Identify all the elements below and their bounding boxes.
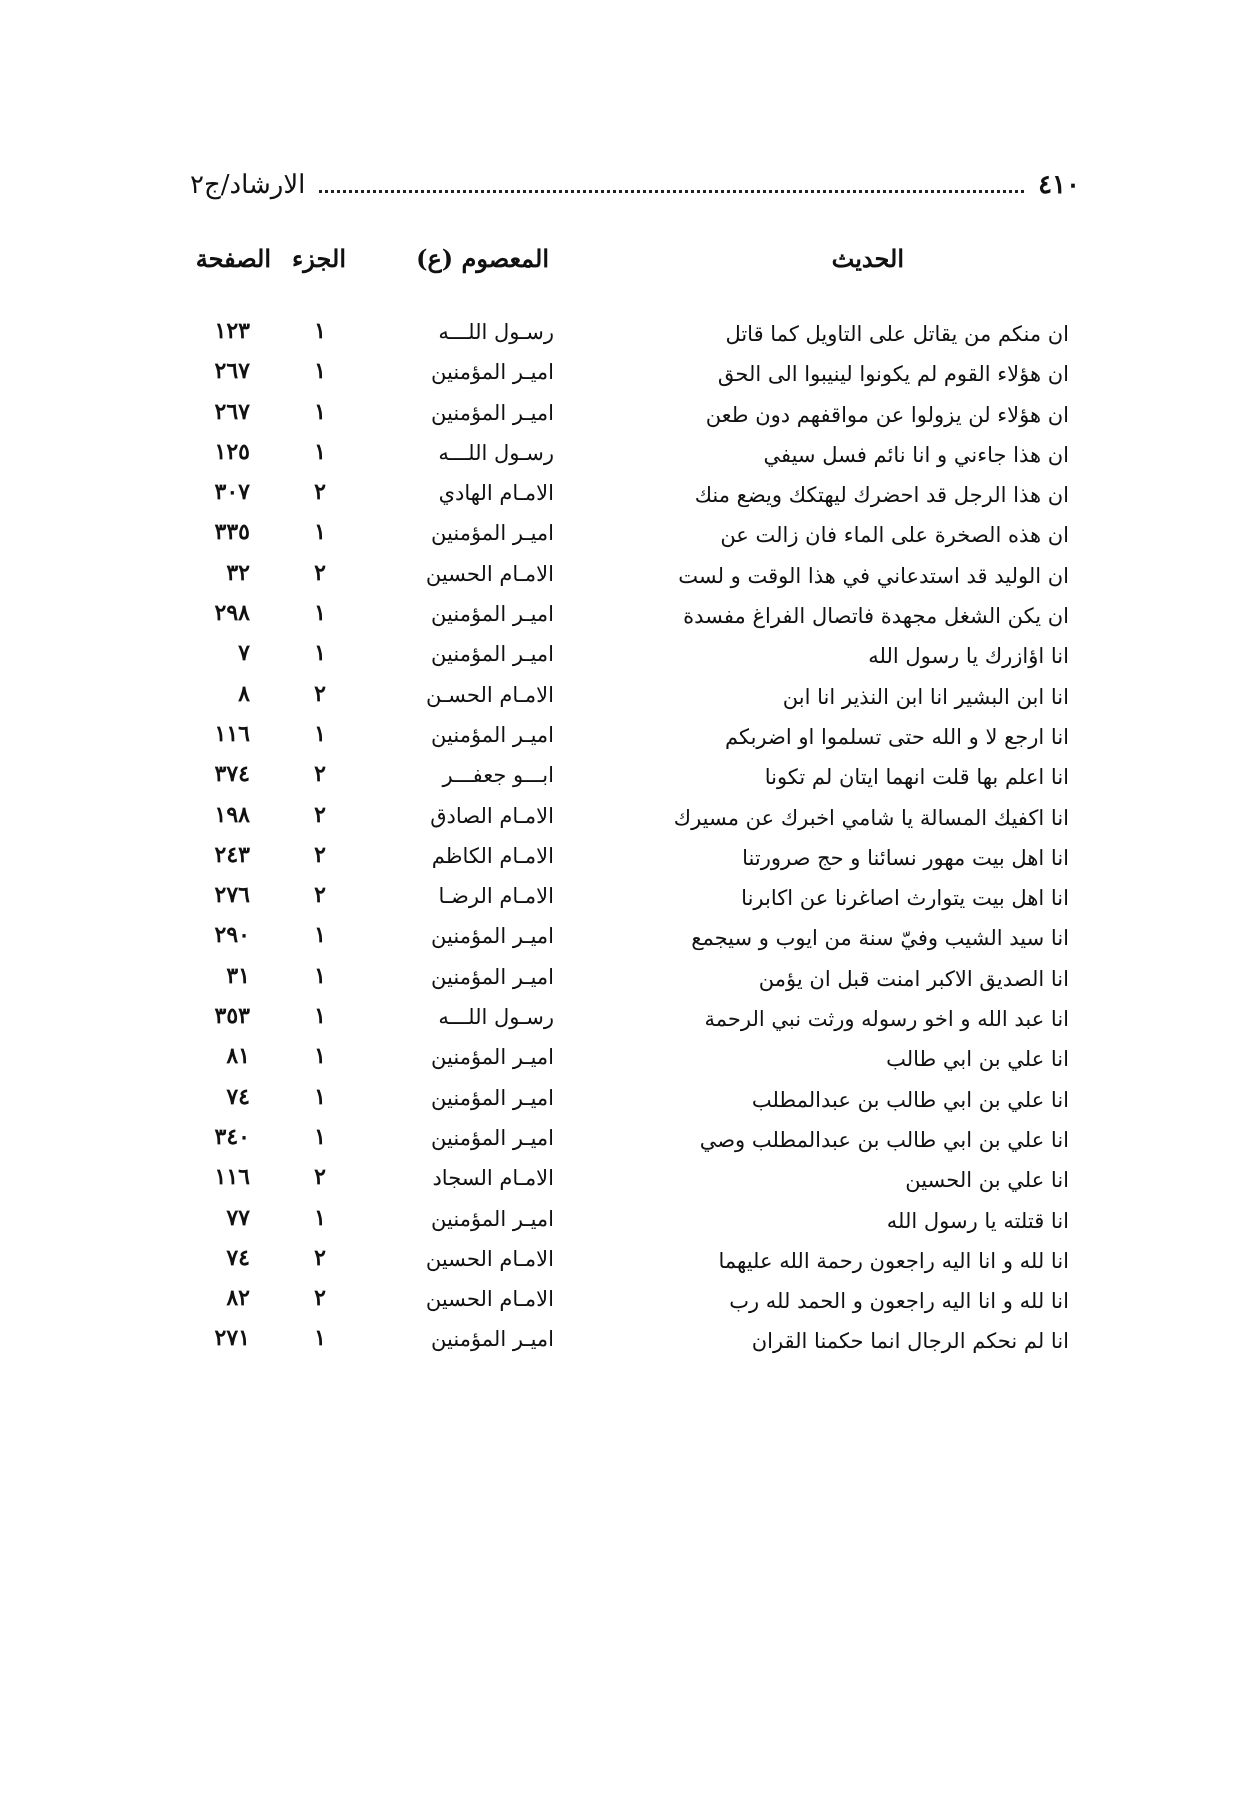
table-row <box>0 1082 1249 1122</box>
juz-number: ٢ <box>314 1285 326 1312</box>
hadith-text: ان منكم من يقاتل على التاويل كما قاتل <box>725 322 1069 346</box>
hadith-text: ان الوليد قد استدعاني في هذا الوقت و لست <box>678 563 1069 588</box>
table-row <box>0 356 1249 396</box>
juz-number: ١ <box>314 1043 326 1070</box>
column-header-page: الصفحة <box>195 244 271 273</box>
hadith-text: ان هذا جاءني و انا نائم فسل سيفي <box>763 442 1069 467</box>
hadith-text: انا علي بن ابي طالب بن عبدالمطلب وصي <box>699 1127 1069 1152</box>
masum-name: اميـر المؤمنين <box>431 924 554 949</box>
page-reference: ٣٥٣ <box>214 1003 250 1030</box>
masum-name: الامـام الهادي <box>438 481 554 506</box>
masum-name: رسـول اللـــه <box>438 1005 554 1030</box>
table-row <box>0 558 1249 598</box>
table-row <box>0 961 1249 1001</box>
page-reference: ٢٧٦ <box>214 882 250 909</box>
juz-number: ١ <box>314 438 326 465</box>
juz-number: ٢ <box>314 761 326 788</box>
page-reference: ٣٧٤ <box>214 761 250 788</box>
page-reference: ٣٠٧ <box>214 479 250 506</box>
masum-name: اميـر المؤمنين <box>431 602 554 627</box>
hadith-text: انا علي بن الحسين <box>905 1168 1069 1193</box>
page-reference: ٨٢ <box>226 1285 250 1312</box>
hadith-text: انا اعلم بها قلت انهما ايتان لم تكونا <box>764 765 1069 790</box>
masum-name: الامـام الرضـا <box>438 884 554 909</box>
masum-name: اميـر المؤمنين <box>431 1045 554 1070</box>
juz-number: ١ <box>314 358 326 385</box>
hadith-text: انا ارجع لا و الله حتى تسلموا او اضربكم <box>725 724 1069 749</box>
table-row <box>0 800 1249 840</box>
table-row <box>0 397 1249 437</box>
masum-name: رسـول اللـــه <box>438 440 554 465</box>
juz-number: ٢ <box>314 1244 326 1271</box>
page-number: ٤١٠ <box>1038 170 1080 200</box>
table-row <box>0 1283 1249 1323</box>
table-row <box>0 1041 1249 1081</box>
dotted-leader <box>319 190 1024 193</box>
juz-number: ٢ <box>314 479 326 506</box>
masum-name: الامـام الحسين <box>425 1287 554 1312</box>
hadith-text: انا عبد الله و اخو رسوله ورثت نبي الرحمة <box>704 1007 1069 1032</box>
page-reference: ١١٦ <box>214 1164 250 1191</box>
hadith-text: ان يكن الشغل مجهدة فاتصال الفراغ مفسدة <box>683 604 1069 629</box>
masum-name: اميـر المؤمنين <box>431 1206 554 1231</box>
juz-number: ١ <box>314 640 326 667</box>
hadith-text: انا اهل بيت مهور نسائنا و حج صرورتنا <box>742 845 1069 870</box>
running-header <box>190 165 1080 205</box>
hadith-text: ان هؤلاء لن يزولوا عن مواقفهم دون طعن <box>705 402 1069 427</box>
juz-number: ١ <box>314 1325 326 1352</box>
table-row <box>0 920 1249 960</box>
hadith-text: انا لله و انا اليه راجعون رحمة الله عليهما <box>718 1248 1069 1273</box>
hadith-text: ان هذا الرجل قد احضرك ليهتكك ويضع منك <box>694 483 1069 508</box>
page-reference: ٢٤٣ <box>214 841 250 868</box>
page-reference: ٢٦٧ <box>214 398 250 425</box>
book-title: الارشاد/ج٢ <box>190 170 306 200</box>
hadith-text: انا سيد الشيب وفيّ سنة من ايوب و سيجمع <box>691 926 1069 951</box>
masum-name: اميـر المؤمنين <box>431 400 554 425</box>
juz-number: ١ <box>314 962 326 989</box>
page-reference: ٧ <box>238 640 250 667</box>
page-reference: ١٩٨ <box>214 801 250 828</box>
hadith-text: انا علي بن ابي طالب بن عبدالمطلب <box>751 1087 1069 1112</box>
page-reference: ٣٢ <box>226 559 250 586</box>
hadith-text: ان هؤلاء القوم لم يكونوا لينيبوا الى الحق <box>717 362 1069 387</box>
page-reference: ٣٣٥ <box>214 519 250 546</box>
masum-name: ابـــو جعفـــر <box>442 763 554 788</box>
hadith-text: انا اكفيك المسالة يا شامي اخبرك عن مسيرك <box>673 805 1069 830</box>
page-reference: ٧٤ <box>226 1244 250 1271</box>
juz-number: ١ <box>314 1123 326 1150</box>
masum-name: الامـام السجاد <box>432 1166 554 1191</box>
page-reference: ٧٧ <box>226 1204 250 1231</box>
juz-number: ٢ <box>314 1164 326 1191</box>
juz-number: ٢ <box>314 801 326 828</box>
index-table <box>0 316 1249 1364</box>
page-reference: ٣٤٠ <box>214 1123 250 1150</box>
table-row <box>0 679 1249 719</box>
table-row <box>0 638 1249 678</box>
table-row <box>0 477 1249 517</box>
page-reference: ٢٦٧ <box>214 358 250 385</box>
hadith-text: انا اؤازرك يا رسول الله <box>868 644 1069 669</box>
masum-name: الامـام الكاظم <box>431 843 554 868</box>
juz-number: ٢ <box>314 841 326 868</box>
table-row <box>0 1122 1249 1162</box>
juz-number: ١ <box>314 922 326 949</box>
hadith-text: انا الصديق الاكبر امنت قبل ان يؤمن <box>758 966 1069 991</box>
masum-name: الامـام الحسـن <box>426 682 554 707</box>
masum-name: اميـر المؤمنين <box>431 1125 554 1150</box>
hadith-text: انا قتلته يا رسول الله <box>886 1208 1069 1233</box>
masum-name: الامـام الحسين <box>425 561 554 586</box>
masum-name: اميـر المؤمنين <box>431 722 554 747</box>
table-row <box>0 598 1249 638</box>
table-row <box>0 880 1249 920</box>
masum-name: اميـر المؤمنين <box>431 642 554 667</box>
hadith-text: انا لله و انا اليه راجعون و الحمد لله رب <box>729 1289 1069 1314</box>
juz-number: ١ <box>314 600 326 627</box>
page-reference: ١٢٥ <box>214 438 250 465</box>
page-reference: ٢٧١ <box>214 1325 250 1352</box>
juz-number: ٢ <box>314 559 326 586</box>
table-row <box>0 437 1249 477</box>
page-reference: ٨ <box>238 680 250 707</box>
juz-number: ١ <box>314 1083 326 1110</box>
page-reference: ٧٤ <box>226 1083 250 1110</box>
masum-name: الامـام الحسين <box>425 1246 554 1271</box>
column-headers <box>0 244 1249 284</box>
table-row <box>0 1162 1249 1202</box>
page-reference: ١٢٣ <box>214 318 250 344</box>
juz-number: ١ <box>314 1204 326 1231</box>
hadith-text: ان هذه الصخرة على الماء فان زالت عن <box>720 523 1069 548</box>
table-row <box>0 316 1249 356</box>
table-row <box>0 719 1249 759</box>
juz-number: ١ <box>314 318 326 344</box>
column-header-juz: الجزء <box>292 244 346 273</box>
table-row <box>0 1243 1249 1283</box>
juz-number: ١ <box>314 720 326 747</box>
page-reference: ٣١ <box>226 962 250 989</box>
masum-name: رسـول اللـــه <box>438 320 554 344</box>
page-reference: ١١٦ <box>214 720 250 747</box>
table-row <box>0 1203 1249 1243</box>
juz-number: ١ <box>314 519 326 546</box>
table-row <box>0 759 1249 799</box>
masum-name: اميـر المؤمنين <box>431 521 554 546</box>
hadith-text: انا لم نحكم الرجال انما حكمنا القران <box>751 1329 1069 1354</box>
table-row <box>0 840 1249 880</box>
hadith-text: انا ابن البشير انا ابن النذير انا ابن <box>782 684 1069 709</box>
page-reference: ٢٩٠ <box>214 922 250 949</box>
juz-number: ٢ <box>314 882 326 909</box>
table-row <box>0 1001 1249 1041</box>
masum-name: الامـام الصادق <box>430 803 554 828</box>
column-header-hadith: الحديث <box>831 244 904 273</box>
table-row <box>0 517 1249 557</box>
masum-name: اميـر المؤمنين <box>431 1085 554 1110</box>
juz-number: ١ <box>314 1003 326 1030</box>
hadith-text: انا اهل بيت يتوارث اصاغرنا عن اكابرنا <box>741 886 1069 911</box>
page-reference: ٢٩٨ <box>214 600 250 627</box>
table-row <box>0 1323 1249 1363</box>
masum-name: اميـر المؤمنين <box>431 964 554 989</box>
hadith-text: انا علي بن ابي طالب <box>886 1047 1069 1072</box>
juz-number: ٢ <box>314 680 326 707</box>
column-header-masum: المعصوم (ع) <box>416 244 549 273</box>
page-reference: ٨١ <box>226 1043 250 1070</box>
masum-name: اميـر المؤمنين <box>431 360 554 385</box>
juz-number: ١ <box>314 398 326 425</box>
masum-name: اميـر المؤمنين <box>431 1327 554 1352</box>
